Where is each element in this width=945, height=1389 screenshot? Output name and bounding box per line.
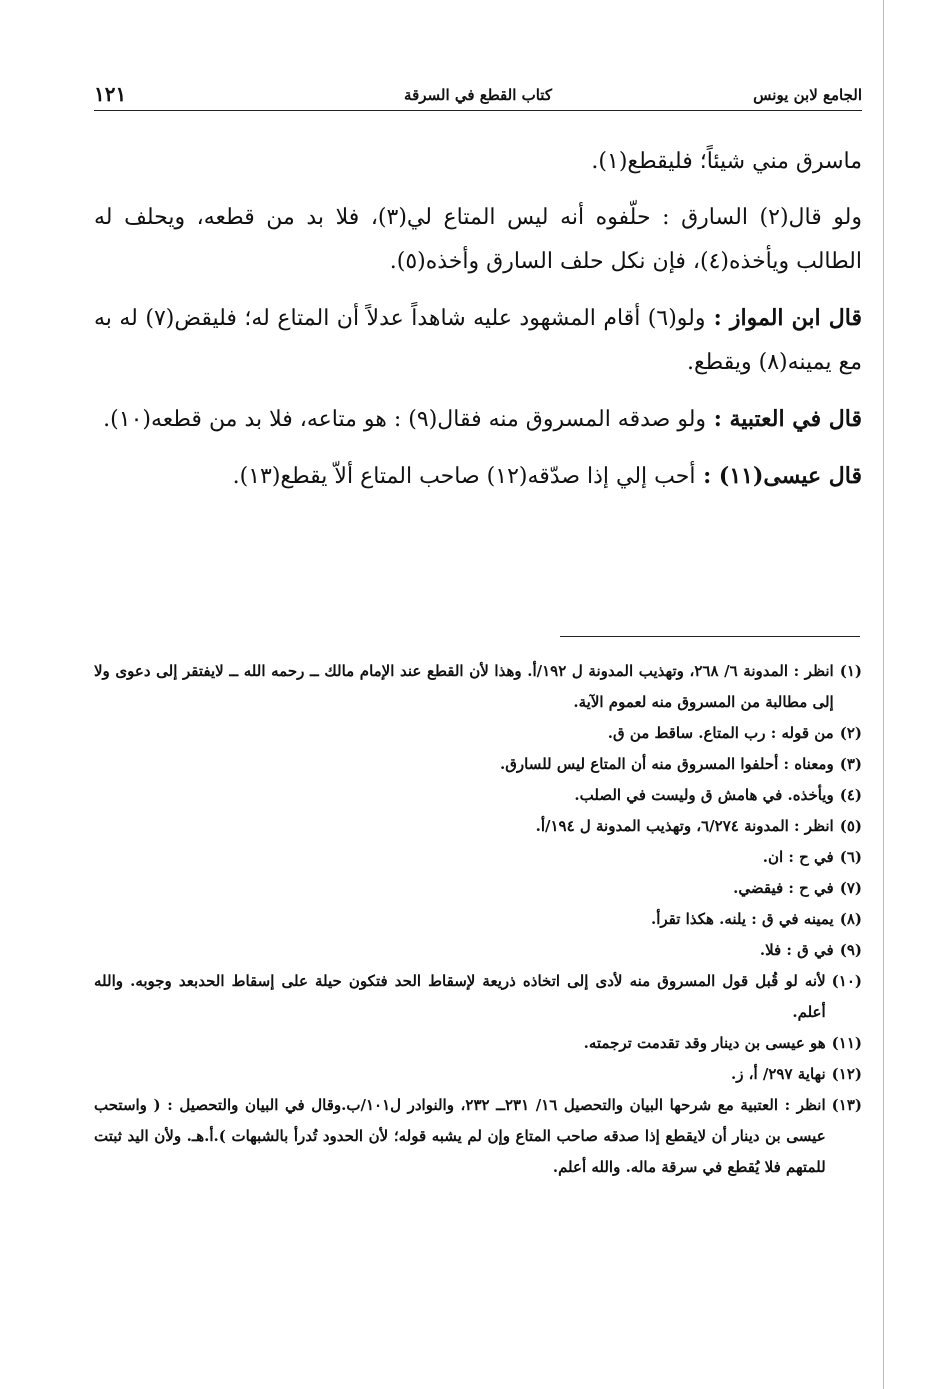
paragraph-3-text: ولو(٦) أقام المشهود عليه شاهداً عدلاً أن المتاع له؛ فليقض(٧) له به مع يمينه(٨) ويقطع.: [94, 306, 862, 375]
paragraph-3: [94, 296, 862, 385]
footnote-text: نهاية ٢٩٧/ أ، ز.: [730, 1065, 826, 1083]
footnote-text: يمينه في ق : يلنه. هكذا تقرأ.: [651, 910, 834, 928]
footnote-separator: [560, 636, 860, 637]
footnote-number: (١١): [831, 1034, 862, 1052]
footnote-text: هو عيسى بن دينار وقد تقدمت ترجمته.: [583, 1034, 826, 1052]
footnote: [94, 842, 862, 873]
footnote-text: في ح : فيقضي.: [733, 879, 834, 897]
footnote-number: (٨): [839, 910, 862, 928]
footnote-number: (١٣): [831, 1096, 862, 1114]
footnote: [94, 1028, 862, 1059]
footnote-number: (٦): [839, 848, 862, 866]
paragraph-3-lead: قال ابن المواز :: [705, 305, 862, 331]
paragraph-4: [94, 397, 862, 442]
paragraph-1: ماسرق مني شيئاً؛ فليقطع(١).: [591, 149, 862, 174]
paragraph-2: ولو قال(٢) السارق : حلّفوه أنه ليس المتاع لي(٣)، فلا بد من قطعه، ويحلف له الطالب ويأخذه(٤)، فإن نكل حلف السارق وأخذه(٥).: [94, 205, 862, 274]
footnote-text: من قوله : رب المتاع. ساقط من ق.: [607, 724, 834, 742]
footnote-text: في ح : ان.: [762, 848, 834, 866]
footnote-text: لأنه لو قُبل قول المسروق منه لأدى إلى اتخاذه ذريعة لإسقاط الحد فتكون حيلة على إسقاط الحدبعد وجوبه. والله أعلم.: [94, 972, 826, 1021]
footnote-number: (٣): [839, 755, 862, 773]
footnote: [94, 904, 862, 935]
footnote-text: ومعناه : أحلفوا المسروق منه أن المتاع ليس للسارق.: [500, 755, 834, 773]
footnote: [94, 966, 862, 1028]
footnote-number: (٢): [839, 724, 862, 742]
paragraph-4-lead: قال في العتبية :: [706, 406, 862, 432]
footnote-number: (٤): [839, 786, 862, 804]
paragraph-4-text: ولو صدقه المسروق منه فقال(٩) : هو متاعه، فلا بد من قطعه(١٠).: [103, 407, 707, 432]
footnote: [94, 656, 862, 718]
footnote: [94, 1059, 862, 1090]
footnote-number: (٧): [839, 879, 862, 897]
footnote: [94, 780, 862, 811]
footnote-text: ويأخذه. في هامش ق وليست في الصلب.: [574, 786, 834, 804]
page-number: ١٢١: [94, 82, 127, 106]
paragraph-5: [94, 454, 862, 499]
header-chapter-title: كتاب القطع في السرقة: [404, 86, 552, 104]
footnote-text: انظر : العتبية مع شرحها البيان والتحصيل ١٦/ ٢٣١ــ ٢٣٢، والنوادر ل١٠١/ب.وقال في البيان والتحصيل : ( واستحب عيسى بن دينار أن لايقطع إذا صدقه صاحب المتاع وإن لم يشبه قوله؛ لأن الحدود تُدرأ بالشبهات ).أ.هـ. ولأن اليد ثبتت للمتهم فلا يُقطع في سرقة ماله. والله أعلم.: [94, 1096, 826, 1176]
footnote: [94, 873, 862, 904]
footnote-number: (٩): [839, 941, 862, 959]
footnote-number: (٥): [839, 817, 862, 835]
running-header: [94, 82, 862, 111]
paragraph-5-lead: قال عيسى(١١) :: [695, 463, 862, 489]
header-book-title: الجامع لابن يونس: [753, 86, 862, 104]
footnote: [94, 749, 862, 780]
footnotes: [94, 656, 862, 1183]
footnote-number: (١): [839, 662, 862, 680]
footnote: [94, 811, 862, 842]
main-text: [94, 140, 862, 511]
footnote: [94, 718, 862, 749]
footnote-text: انظر : المدونة ٦/٢٧٤، وتهذيب المدونة ل ١٩٤/أ.: [535, 817, 834, 835]
page-edge-line: [883, 0, 884, 1389]
footnote-text: في ق : فلا.: [759, 941, 834, 959]
footnote-text: انظر : المدونة ٦/ ٢٦٨، وتهذيب المدونة ل ١٩٢/أ. وهذا لأن القطع عند الإمام مالك ــ رحمه الله ــ لايفتقر إلى دعوى ولا إلى مطالبة من المسروق منه لعموم الآية.: [94, 662, 834, 711]
footnote: [94, 1090, 862, 1183]
footnote-number: (١٠): [831, 972, 862, 990]
footnote: [94, 935, 862, 966]
footnote-number: (١٢): [831, 1065, 862, 1083]
paragraph-5-text: أحب إلي إذا صدّقه(١٢) صاحب المتاع ألاّ يقطع(١٣).: [232, 464, 696, 489]
